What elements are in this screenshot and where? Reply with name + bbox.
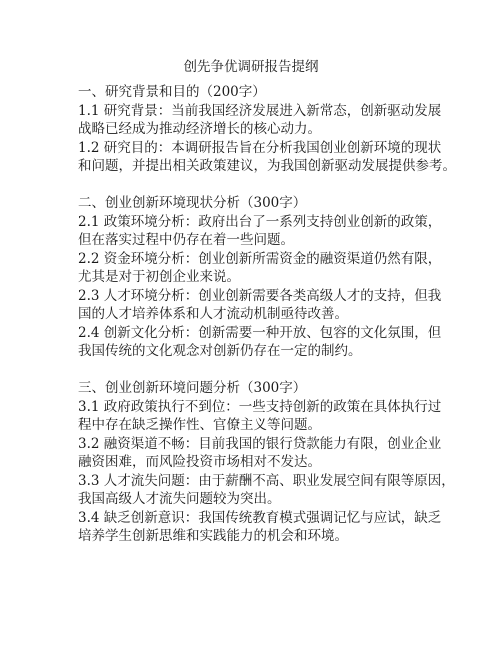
paragraph-line: 3.3 人才流失问题：由于薪酬不高、职业发展空间有限等原因， — [78, 472, 455, 489]
paragraph-line: 但在落实过程中仍存在着一些问题。 — [78, 232, 294, 248]
paragraph-line: 国的人才培养体系和人才流动机制亟待改善。 — [78, 306, 348, 322]
paragraph-line: 融资困难，而风险投资市场相对不发达。 — [78, 454, 321, 470]
paragraph-line: 1.2 研究目的：本调研报告旨在分析我国创业创新环境的现状 — [78, 139, 442, 156]
paragraph-line: 战略已经成为推动经济增长的核心动力。 — [78, 121, 321, 137]
paragraph-line: 3.4 缺乏创新意识：我国传统教育模式强调记忆与应试，缺乏 — [78, 509, 442, 526]
paragraph-line: 我国传统的文化观念对创新仍存在一定的制约。 — [78, 343, 362, 359]
paragraph-line: 程中存在缺乏操作性、官僚主义等问题。 — [78, 417, 321, 433]
section-heading: 二、创业创新环境现状分析（300字） — [78, 195, 307, 211]
paragraph-line: 2.3 人才环境分析：创业创新需要各类高级人才的支持，但我 — [78, 287, 442, 304]
paragraph-line: 和问题，并提出相关政策建议，为我国创新驱动发展提供参考。 — [78, 158, 456, 174]
section-gap — [78, 176, 498, 195]
section-heading: 一、研究背景和目的（200字） — [78, 84, 266, 100]
paragraph-line: 2.4 创新文化分析：创新需要一种开放、包容的文化氛围，但 — [78, 324, 442, 341]
section-gap — [78, 361, 498, 380]
paragraph-line: 2.1 政策环境分析：政府出台了一系列支持创业创新的政策， — [78, 213, 442, 230]
section-heading: 三、创业创新环境问题分析（300字） — [78, 380, 307, 396]
document-title: 创先争优调研报告提纲 — [183, 59, 319, 75]
paragraph-line: 3.1 政府政策执行不到位：一些支持创新的政策在具体执行过 — [78, 398, 442, 415]
paragraph-line: 1.1 研究背景：当前我国经济发展进入新常态，创新驱动发展 — [78, 102, 442, 119]
paragraph-line: 2.2 资金环境分析：创业创新所需资金的融资渠道仍然有限， — [78, 250, 442, 267]
paragraph-line: 尤其是对于初创企业来说。 — [78, 269, 240, 285]
paragraph-line: 培养学生创新思维和实践能力的机会和环境。 — [78, 528, 348, 544]
paragraph-line: 我国高级人才流失问题较为突出。 — [78, 491, 281, 507]
paragraph-line: 3.2 融资渠道不畅：目前我国的银行贷款能力有限，创业企业 — [78, 435, 442, 452]
document-body — [78, 83, 498, 546]
